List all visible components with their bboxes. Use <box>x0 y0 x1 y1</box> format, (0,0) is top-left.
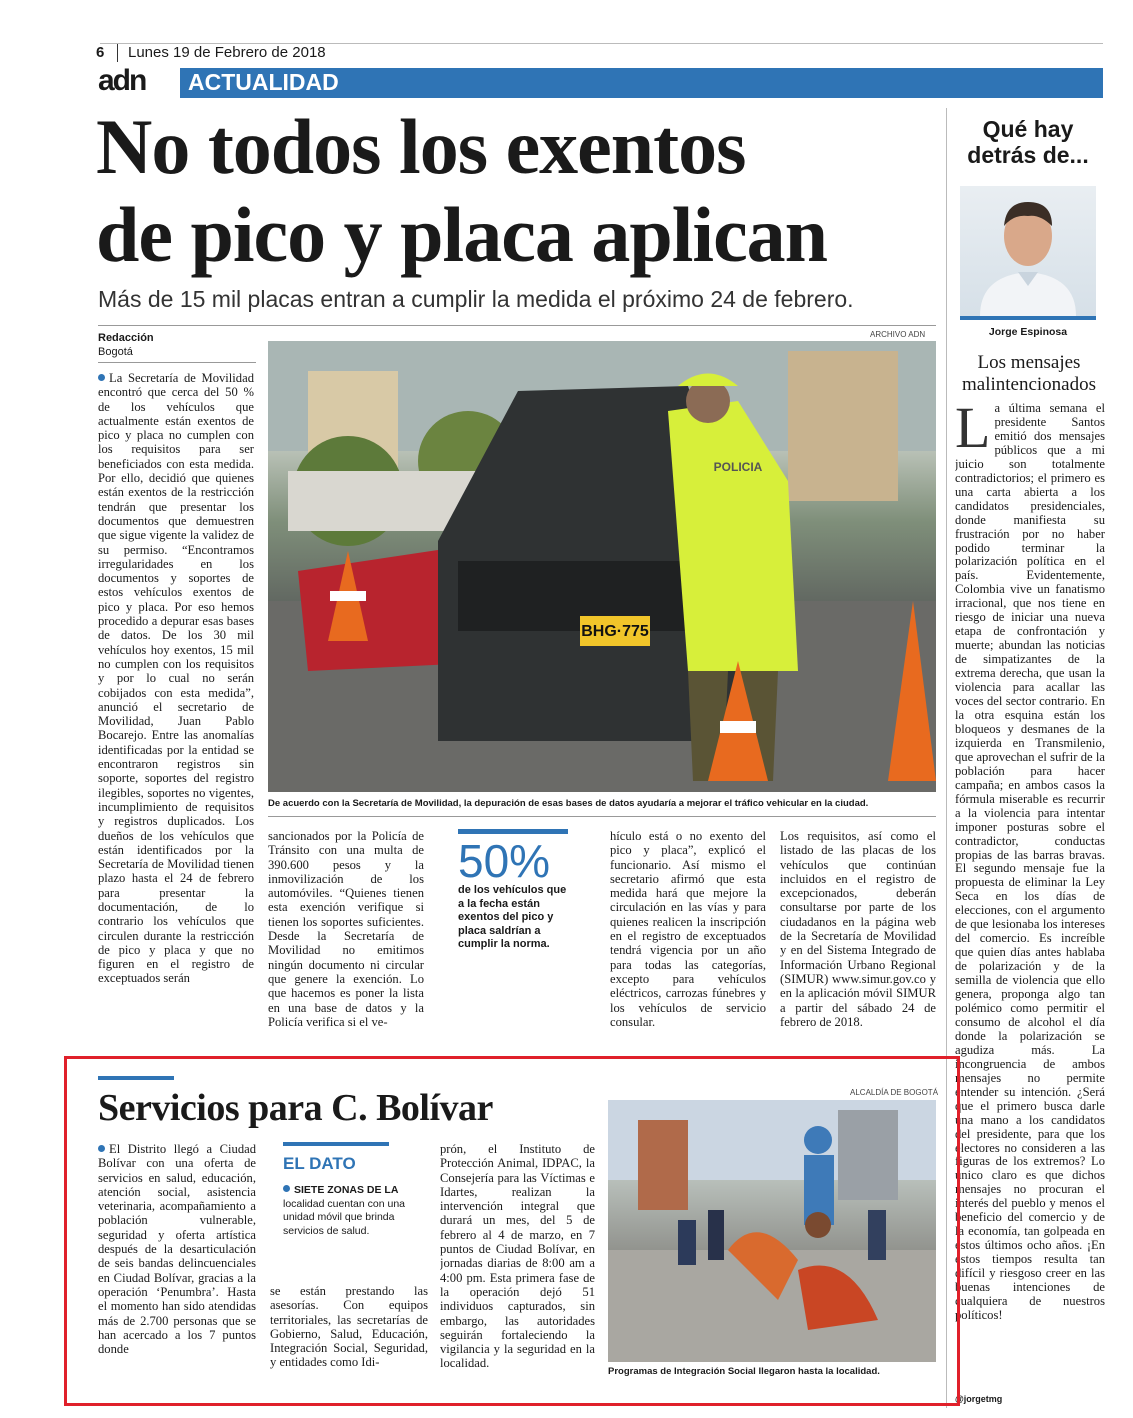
secondary-column-2: se están prestando las asesorías. Con equipos territoriales, las secretarías de Gobierno, Salud, Educación, Integración Social, Seguridad, y entidades como Idi- <box>270 1284 428 1370</box>
divider <box>117 44 118 62</box>
rule <box>268 816 936 817</box>
secondary-photo <box>608 1100 936 1362</box>
bullet-dot <box>98 374 105 381</box>
secondary-column-1: El Distrito llegó a Ciudad Bolívar con una oferta de servicios en salud, educación, atención social, asistencia veterinaria, acompañamiento a población vulnerable, seguridad y oferta artística después de la desarticulación de seis bandas delincuenciales en Ciudad Bolívar, gracias a la operación ‘Penumbra’. Hasta el momento han sido atendidas más de 2.700 personas que se han acercado a los 7 puntos donde <box>98 1142 256 1357</box>
twitter-handle: @jorgetmg <box>955 1394 1003 1404</box>
article-column-1: La Secretaría de Movilidad encontró que cerca del 50 % de los vehículos que actualmente están exentos de pico y placa no cumplen con los requisitos para ser beneficiados con esta medida. Por ello, decidió que quienes están exentos de la restricción tendrán que presentar los documentos que demuestren que sigue vigente la validez de su permiso. “Encontramos irregularidades en los documentos y soportes de estos vehículos exentos de pico y placa. Por eso hemos procedido a depurar esas bases de datos. De los 30 mil vehículos hoy exentos, 15 mil no cumplen con los requisitos y por lo cual no serán cobijados con esta medida”, anunció el secretario de Movilidad, Juan Pablo Bocarejo. Entre las anomalías identificadas por la entidad se encontraron registros sin soporte, soportes del registro ilegibles, soportes no vigentes, incumplimiento de requisitos y registros duplicados. Los dueños de los vehículos que están identificados por la Secretaría de Movilidad tienen plazo hasta el 24 de febrero para presentar la documentación, de lo contrario los vehículos que circulen durante la restricción de pico y placa y que no figuren en el registro de exceptuados serán <box>98 371 254 986</box>
section-label: ACTUALIDAD <box>188 69 339 95</box>
rule <box>98 325 936 326</box>
subtitle: Más de 15 mil placas entran a cumplir la medida el próximo 24 de febrero. <box>98 286 854 312</box>
opinion-kicker: Qué hay detrás de... <box>967 116 1089 168</box>
adn-logo: adn <box>98 64 146 97</box>
article-column-5: Los requisitos, así como el listado de las placas de los vehículos que continúan incluidos en el registro de excepcionados, deberán consultarse por parte de los ciudadanos en la página web de la Secretaría de Movilidad y en del Sistema Integrado de Información Urbano Regional (SIMUR) www.simur.gov.co y en la aplicación móvil SIMUR a partir del sábado 24 de febrero de 2018. <box>780 829 936 1029</box>
stat-text: de los vehículos que a la fecha están exentos del pico y placa saldrían a cumplir la norma. <box>458 884 567 950</box>
rule <box>100 43 1103 44</box>
opinion-title: Los mensajes malintencionados <box>961 352 1097 395</box>
stat-bar <box>458 829 568 834</box>
bullet-dot <box>98 1145 105 1152</box>
author-name: Jorge Espinosa <box>988 326 1068 338</box>
article-column-4: hículo está o no exento del pico y placa”, explicó el funcionario. Así mismo el secretario afirmó que esta medida hará que mejore la circulación en las vías y para quienes realicen la inscripción en el registro de exceptuados tendrá vigencia por un año para todas las categorías, excepto para vehículos eléctricos, carrozas fúnebres y los vehículos de servicio consular. <box>610 829 766 1029</box>
secondary-headline: Servicios para C. Bolívar <box>98 1087 493 1129</box>
headline-line-2: de pico y placa aplican <box>96 191 828 278</box>
police-vest-label: POLICIA <box>713 460 763 474</box>
article-column-2: sancionados por la Policía de Tránsito con una multa de 390.600 pesos y la inmovilización de los automóviles. “Quienes tienen esta exención verifique si tienen los soportes suficientes. Desde la Secretaría de Movilidad no emitimos ningún documento ni circular que genere la exención. Lo que hacemos es poner la lista en una base de datos y la Policía verifica si el ve- <box>268 829 424 1029</box>
headline-accent <box>98 1076 174 1080</box>
drop-cap: L <box>955 402 991 460</box>
opinion-body: La última semana el presidente Santos emitió dos mensajes públicos que a mi juicio son totalmente contradictorios; el primero es una carta abierta a los candidatos presidenciales, donde manifiesta su frustración por no haber podido terminar la polarización política en el país. Evidentemente, Colombia vive un fanatismo irracional, que nos tiene en riesgo de iniciar una nueva etapa de confrontación y muerte; abundan las noticias de simpatizantes de la extrema derecha, que usan la violencia para acallar las voces del sector contrario. En la otra esquina están los bloqueos y desmanes de la izquierda en Transmilenio, que aprovechan el sufrir de la población para hacer campaña; en ambos casos la fórmula miserable es recurrir a la violencia para intentar imponer posturas sobre el contradictor, conductas propias de las barras bravas. El segundo mensaje fue la propuesta de eliminar la Ley Seca en los días de elecciones, con el argumento de que lesionaba los intereses del comercio. Es increíble que quien días antes hablaba de polarización y de la semilla de violencia que ello genera, proponga algo tan polémico como permitir el consumo de alcohol el día donde la polarización se agudiza más. La incongruencia de ambos mensajes no permite entender su intención. ¿Será que el primero busca darle una mano a los candidatos del presidente, para que los electores no consideren a las figuras de los extremos? Lo único claro es que dichos mensajes no procuran el interés del pueblo y menos el beneficio del comercio y de la economía, tan golpeada en estos últimos ocho años. ¡En estos tiempos resulta tan difícil y riesgoso creer en las buenas intenciones de cualquiera de nuestros políticos! <box>955 402 1105 1322</box>
byline-city: Bogotá <box>98 346 133 358</box>
author-rule <box>960 316 1096 320</box>
license-plate: BHG·775 <box>581 623 649 640</box>
dato-title: EL DATO <box>283 1154 356 1173</box>
photo-credit: ARCHIVO ADN <box>870 330 926 339</box>
secondary-column-3: prón, el Instituto de Protección Animal, IDPAC, la Consejería para las Víctimas e Idartes, realizan la intervención integral que durará un mes, del 5 de febrero al 4 de marzo, en 7 puntos de Ciudad Bolívar, en jornadas diarias de 8:00 am a 4:00 pm. Esta primera fase de la operación dejó 51 individuos capturados, sin embargo, las autoridades seguirán fortaleciendo la vigilancia y la seguridad en la localidad. <box>440 1142 595 1371</box>
byline: Redacción <box>98 332 154 344</box>
photo-caption: De acuerdo con la Secretaría de Movilidad, la depuración de esas bases de datos ayudaría a mejorar el tráfico vehicular en la ciudad. <box>268 798 869 809</box>
rule <box>98 362 256 363</box>
main-photo <box>268 341 936 792</box>
secondary-photo-credit: ALCALDÍA DE BOGOTÁ <box>850 1088 939 1097</box>
headline-line-1: No todos los exentos <box>96 103 746 190</box>
secondary-photo-caption: Programas de Integración Social llegaron hasta la localidad. <box>608 1366 880 1377</box>
dato-bar <box>283 1142 389 1146</box>
section-bar <box>180 68 1103 98</box>
bullet-dot <box>283 1185 290 1192</box>
page-number: 6 <box>96 44 105 61</box>
author-photo <box>960 186 1096 316</box>
dato-text: SIETE ZONAS DE LA localidad cuentan con una unidad móvil que brinda servicios de salud. <box>283 1184 406 1237</box>
stat-number: 50% <box>458 835 551 887</box>
issue-date: Lunes 19 de Febrero de 2018 <box>128 44 326 61</box>
